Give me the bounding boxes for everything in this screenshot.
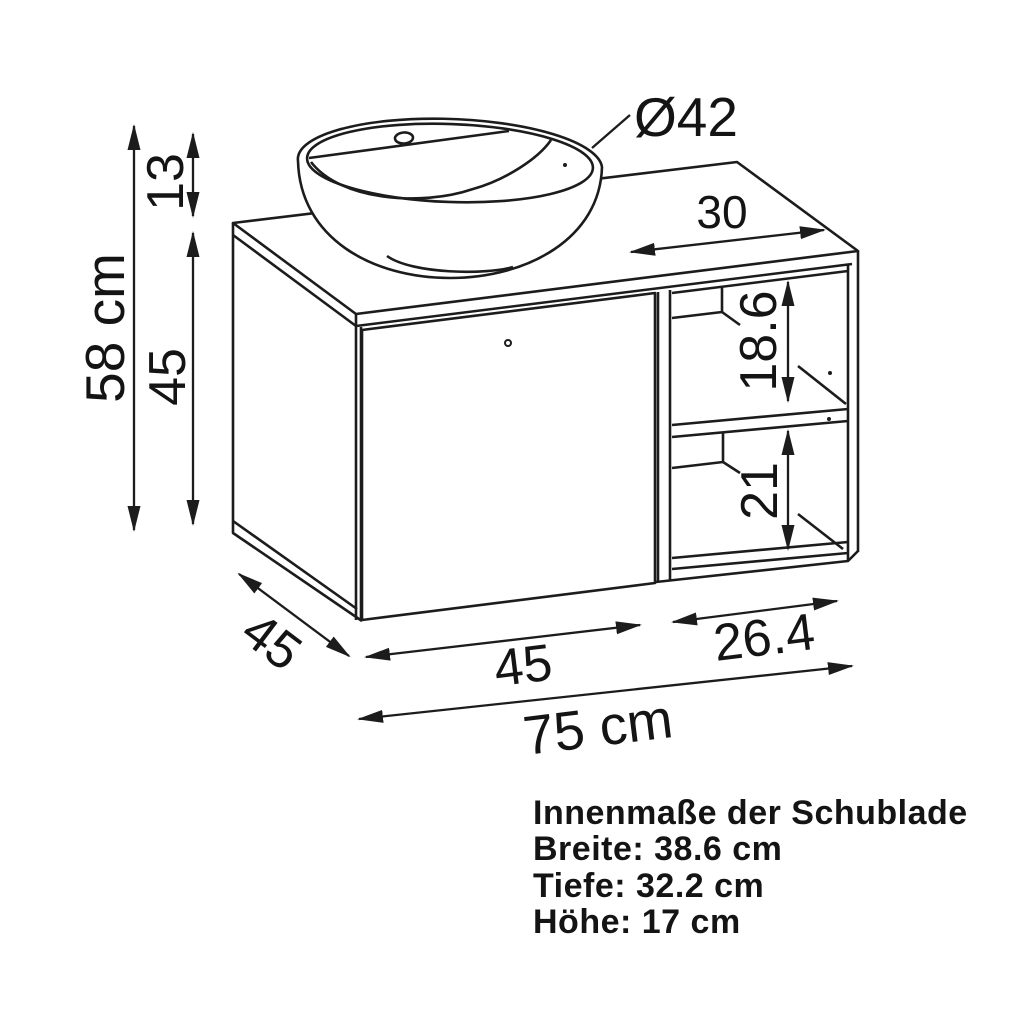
dim-total-height [74, 126, 136, 530]
drawer-handle-hole [505, 340, 511, 346]
dim-lower-compartment-label: 21 [731, 462, 789, 520]
diameter-leader-line [592, 115, 630, 148]
dim-total-height-label: 58 cm [74, 253, 136, 403]
dim-shelf-section-width [673, 601, 837, 673]
note-heading: Innenmaße der Schublade [533, 794, 968, 832]
dim-upper-compartment-height [730, 282, 788, 401]
drawer-inner-dimensions-note [533, 795, 968, 941]
dim-drawer-width [366, 625, 640, 698]
note-line-depth: Tiefe: 32.2 cm [533, 866, 765, 905]
dim-depth-label: 45 [230, 601, 312, 683]
dim-shelf-section-width-label: 26.4 [710, 603, 818, 673]
dim-lower-compartment-height [731, 431, 789, 549]
dim-cabinet-height-label: 45 [139, 348, 197, 406]
dim-shelf-top-width-label: 30 [696, 186, 748, 238]
dim-total-width [359, 666, 852, 767]
note-line-width: Breite: 38.6 cm [533, 830, 783, 869]
dim-basin-height-label: 13 [137, 153, 195, 211]
dim-basin-diameter-label: Ø42 [634, 86, 738, 148]
dim-drawer-width-label: 45 [490, 633, 556, 699]
dim-cabinet-height [139, 233, 197, 524]
dim-upper-compartment-label: 18.6 [730, 290, 788, 392]
dim-basin-height [137, 134, 195, 216]
dim-total-width-label: 75 cm [519, 687, 676, 767]
note-line-height: Höhe: 17 cm [533, 903, 741, 942]
dim-basin-diameter [592, 86, 738, 148]
